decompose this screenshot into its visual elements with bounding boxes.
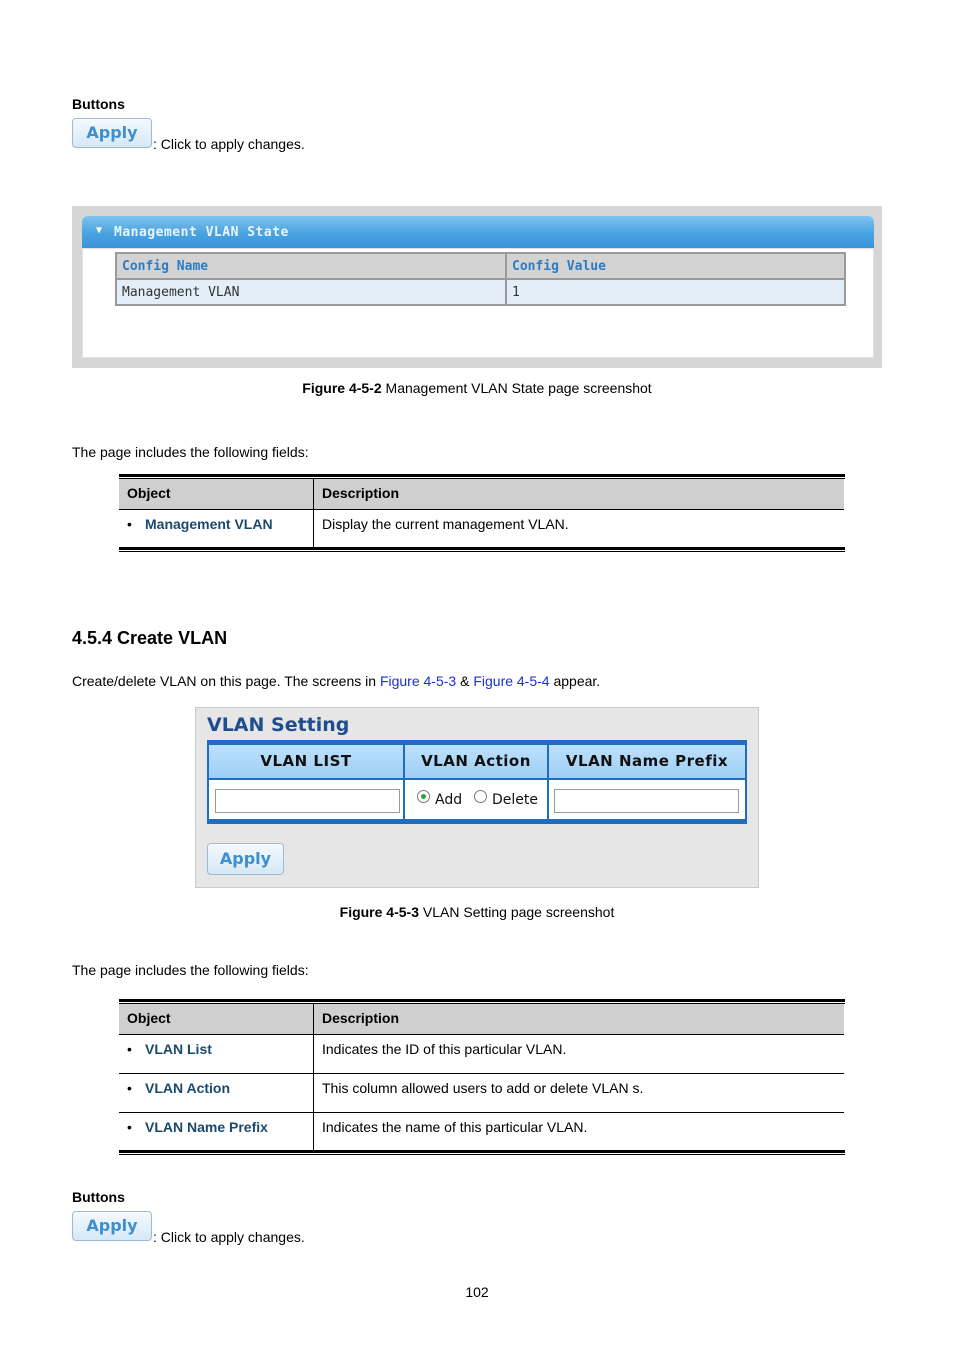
table-bottom-rule (119, 547, 845, 552)
object-name: VLAN Action (145, 1080, 231, 1096)
figure-caption-text: VLAN Setting page screenshot (419, 904, 615, 920)
config-value-cell: 1 (506, 279, 845, 305)
table-bottom-rule (119, 1150, 845, 1155)
intro-text-end: appear. (549, 673, 601, 689)
table-row (119, 1113, 844, 1152)
table-row (119, 510, 844, 548)
fields-table (119, 479, 844, 548)
delete-radio[interactable] (474, 790, 487, 803)
object-description: This column allowed users to add or delete VLAN s. (314, 1074, 845, 1113)
figure-link[interactable]: Figure 4-5-3 (379, 673, 457, 689)
vlan-apply-button[interactable]: Apply (207, 843, 284, 875)
config-name-cell: Management VLAN (116, 279, 506, 305)
add-radio[interactable] (417, 790, 430, 803)
section-intro (72, 673, 600, 689)
vlan-name-prefix-header: VLAN Name Prefix (549, 745, 747, 778)
panel-title: Management VLAN State (114, 225, 289, 240)
description-header: Description (314, 1004, 845, 1035)
vlan-list-cell (207, 778, 405, 819)
fields-intro: The page includes the following fields: (72, 444, 309, 460)
apply-button[interactable]: Apply (72, 118, 152, 148)
apply-description: : Click to apply changes. (153, 136, 305, 152)
apply-description: : Click to apply changes. (153, 1229, 305, 1245)
bullet-icon: • (127, 516, 132, 532)
object-name: VLAN Name Prefix (145, 1119, 268, 1135)
vlan-setting-title: VLAN Setting (207, 714, 350, 736)
management-vlan-state-screenshot (72, 206, 882, 368)
figure-number: Figure 4-5-3 (339, 904, 419, 920)
bullet-icon: • (127, 1041, 132, 1057)
description-header: Description (314, 479, 845, 510)
object-description: Indicates the ID of this particular VLAN. (314, 1035, 845, 1074)
bullet-icon: • (127, 1119, 132, 1135)
collapse-triangle-icon[interactable]: ▼ (96, 225, 103, 236)
config-table (115, 252, 846, 306)
apply-button[interactable]: Apply (72, 1211, 152, 1241)
object-name: VLAN List (145, 1041, 212, 1057)
vlan-name-prefix-cell (549, 778, 747, 819)
object-name: Management VLAN (145, 516, 273, 532)
object-description: Indicates the name of this particular VLAN. (314, 1113, 845, 1152)
fields-intro: The page includes the following fields: (72, 962, 309, 978)
object-header: Object (119, 479, 314, 510)
vlan-name-prefix-input[interactable] (554, 789, 739, 813)
vlan-setting-table (207, 740, 747, 824)
bullet-icon: • (127, 1080, 132, 1096)
delete-radio-label[interactable]: Delete (492, 792, 538, 808)
config-name-header: Config Name (116, 253, 506, 279)
vlan-action-header: VLAN Action (405, 745, 549, 778)
add-radio-label[interactable]: Add (435, 792, 463, 808)
intro-text: Create/delete VLAN on this page. The screens in (72, 673, 380, 689)
panel-header[interactable] (82, 216, 874, 248)
buttons-heading: Buttons (72, 1189, 125, 1205)
figure-caption (0, 904, 954, 920)
figure-number: Figure 4-5-2 (302, 380, 382, 396)
management-vlan-state-panel (82, 216, 874, 358)
figure-caption-text: Management VLAN State page screenshot (381, 380, 652, 396)
figure-link[interactable]: Figure 4-5-4 (473, 673, 550, 689)
vlan-list-header: VLAN LIST (207, 745, 405, 778)
vlan-list-input[interactable] (215, 789, 400, 813)
object-description: Display the current management VLAN. (314, 510, 845, 548)
object-header: Object (119, 1004, 314, 1035)
table-row (119, 1074, 844, 1113)
page-number: 102 (465, 1284, 489, 1300)
section-heading: 4.5.4 Create VLAN (72, 628, 228, 648)
vlan-action-cell (405, 778, 549, 819)
buttons-heading: Buttons (72, 96, 125, 112)
intro-ampersand: & (456, 673, 474, 689)
config-value-header: Config Value (506, 253, 845, 279)
figure-caption (0, 380, 954, 396)
table-row (119, 1035, 844, 1074)
vlan-setting-screenshot (195, 707, 759, 888)
fields-table (119, 1004, 844, 1152)
